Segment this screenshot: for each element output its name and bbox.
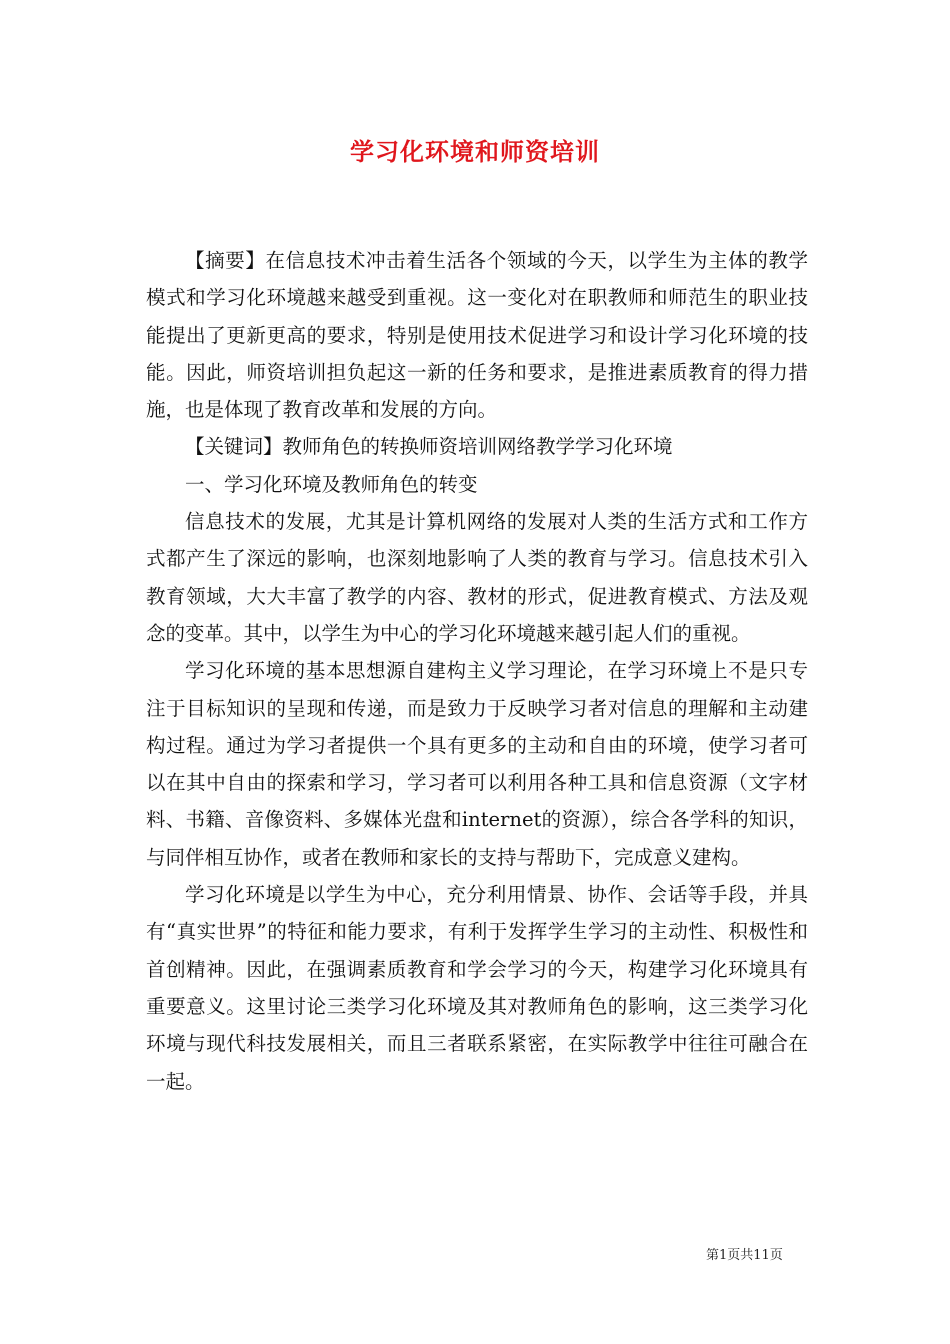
section-heading: 一、学习化环境及教师角色的转变 (185, 472, 478, 496)
page-number-footer: 第1页共11页 (706, 1248, 783, 1263)
document-body (146, 242, 808, 1100)
body-paragraph: 信息技术的发展，尤其是计算机网络的发展对人类的生活方式和工作方式都产生了深远的影响，也深刻地影响了人类的教育与学习。信息技术引入教育领域，大大丰富了教学的内容、教材的形式，促进教育模式、方法及观念的变革。其中，以学生为中心的学习化环境越来越引起人们的重视。 (146, 510, 808, 645)
body-paragraph: 学习化环境的基本思想源自建构主义学习理论，在学习环境上不是只专注于目标知识的呈现和传递，而是致力于反映学习者对信息的理解和主动建构过程。通过为学习者提供一个具有更多的主动和自由的环境，使学习者可以在其中自由的探索和学习，学习者可以利用各种工具和信息资源（文字材料、书籍、音像资料、多媒体光盘和internet的资源），综合各学科的知识，与同伴相互协作，或者在教师和家长的支持与帮助下，完成意义建构。 (146, 659, 808, 869)
abstract-paragraph: 【摘要】在信息技术冲击着生活各个领域的今天，以学生为主体的教学模式和学习化环境越来越受到重视。这一变化对在职教师和师范生的职业技能提出了更新更高的要求，特别是使用技术促进学习和设计学习化环境的技能。因此，师资培训担负起这一新的任务和要求，是推进素质教育的得力措施，也是体现了教育改革和发展的方向。 (146, 249, 808, 422)
body-paragraph: 学习化环境是以学生为中心，充分利用情景、协作、会话等手段，并具有“真实世界”的特征和能力要求，有利于发挥学生学习的主动性、积极性和首创精神。因此，在强调素质教育和学会学习的今天，构建学习化环境具有重要意义。这里讨论三类学习化环境及其对教师角色的影响，这三类学习化环境与现代科技发展相关，而且三者联系紧密，在实际教学中往往可融合在一起。 (146, 883, 808, 1093)
keywords-paragraph: 【关键词】教师角色的转换师资培训网络教学学习化环境 (185, 435, 673, 459)
document-title: 学习化环境和师资培训 (350, 137, 600, 166)
